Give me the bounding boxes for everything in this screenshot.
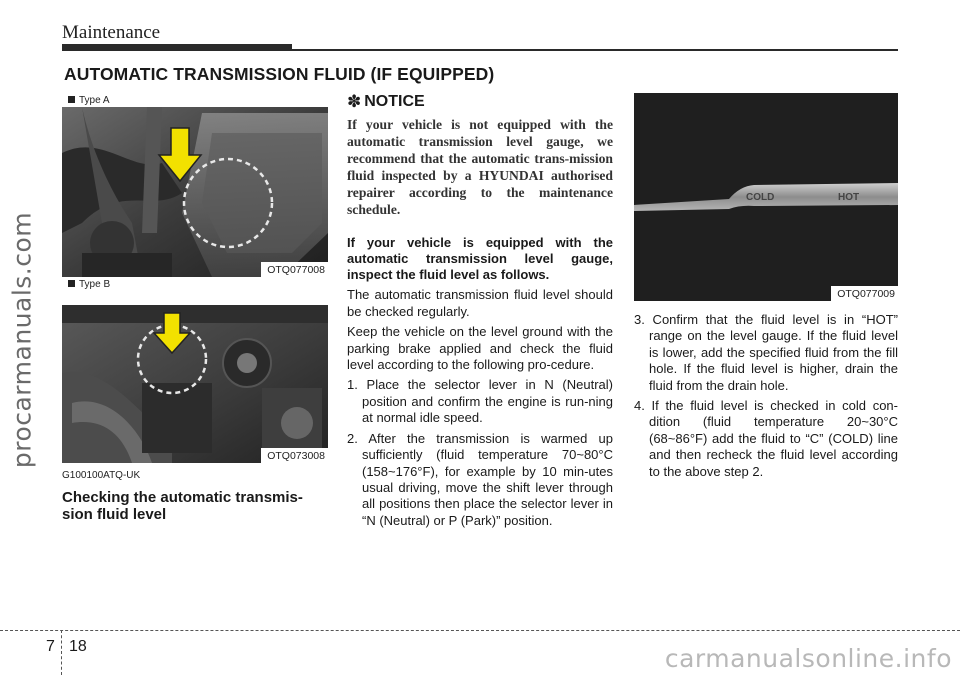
watermark-left <box>4 90 40 590</box>
engine-photo-b <box>62 293 328 463</box>
header-title: Maintenance <box>62 22 161 43</box>
step-1: 1. Place the selector lever in N (Neutral) position and confirm the engine is run-ning at normal idle speed. <box>347 377 613 426</box>
notice-body: If your vehicle is not equipped with the automatic transmission level gauge, we recommend that the automatic trans-mission fluid inspected by a HYUNDAI authorised repairer according to the maintenance schedule. <box>347 117 613 218</box>
left-column-text <box>62 470 332 523</box>
figure-label-type-b-text: Type B <box>79 279 111 290</box>
watermark-bottom: carmanualsonline.info <box>664 644 952 673</box>
figure-code-type-a: OTQ077008 <box>261 262 328 277</box>
header-rule <box>62 49 898 51</box>
footer-rule <box>0 630 960 631</box>
paragraph-check-regularly: The automatic transmission fluid level should be checked regularly. <box>347 287 613 319</box>
gauge-instruction: If your vehicle is equipped with the automatic transmission level gauge, inspect the fluid level as follows. <box>347 234 613 283</box>
figure-code-type-b: OTQ073008 <box>261 448 328 463</box>
figure-label-type-b <box>68 279 110 290</box>
figure-type-b <box>62 293 328 463</box>
paragraph-level-ground: Keep the vehicle on the level ground with the parking brake applied and check the fluid level according to the following pro-cedure. <box>347 324 613 373</box>
notice-title-text: NOTICE <box>364 93 425 110</box>
square-bullet-icon <box>68 280 75 287</box>
notice-star-icon: ✽ <box>347 92 362 111</box>
step-3: 3. Confirm that the fluid level is in “HOT” range on the level gauge. If the fluid level is lower, add the specified fluid from the fill hole. If the fluid level is higher, drain the fluid from the drain hole. <box>634 312 898 393</box>
notice-title <box>347 92 613 112</box>
figure-label-type-a-text: Type A <box>79 95 110 106</box>
engine-photo-a <box>62 93 328 277</box>
figure-type-a <box>62 93 328 277</box>
footer-divider <box>61 630 62 675</box>
chapter-number: 7 <box>46 638 55 655</box>
figure-code-dipstick: OTQ077009 <box>831 286 898 301</box>
section-code: G100100ATQ-UK <box>62 470 141 481</box>
step-4: 4. If the fluid level is checked in cold con-dition (fluid temperature 20~30°C (68~86°F) add the fluid to “C” (COLD) line and then recheck the fluid level according to the above step 2. <box>634 398 898 479</box>
dipstick-hot-mark: HOT <box>838 192 860 203</box>
middle-column <box>347 92 613 529</box>
right-column <box>634 312 898 480</box>
dipstick-photo <box>634 93 898 301</box>
subsection-heading: Checking the automatic transmis-sion fluid level <box>62 489 303 523</box>
section-title: AUTOMATIC TRANSMISSION FLUID (IF EQUIPPED) <box>64 64 495 84</box>
figure-dipstick <box>634 93 898 301</box>
page-number: 18 <box>69 638 87 655</box>
watermark-left-text: procarmanuals.com <box>7 211 37 469</box>
dipstick-cold-mark: COLD <box>746 192 775 203</box>
step-2: 2. After the transmission is warmed up sufficiently (fluid temperature 70~80°C (158~176°F), for example by 10 min-utes usual driving, move the shift lever through all positions then place the selector lever in “N (Neutral) or P (Park)” position. <box>347 430 613 528</box>
